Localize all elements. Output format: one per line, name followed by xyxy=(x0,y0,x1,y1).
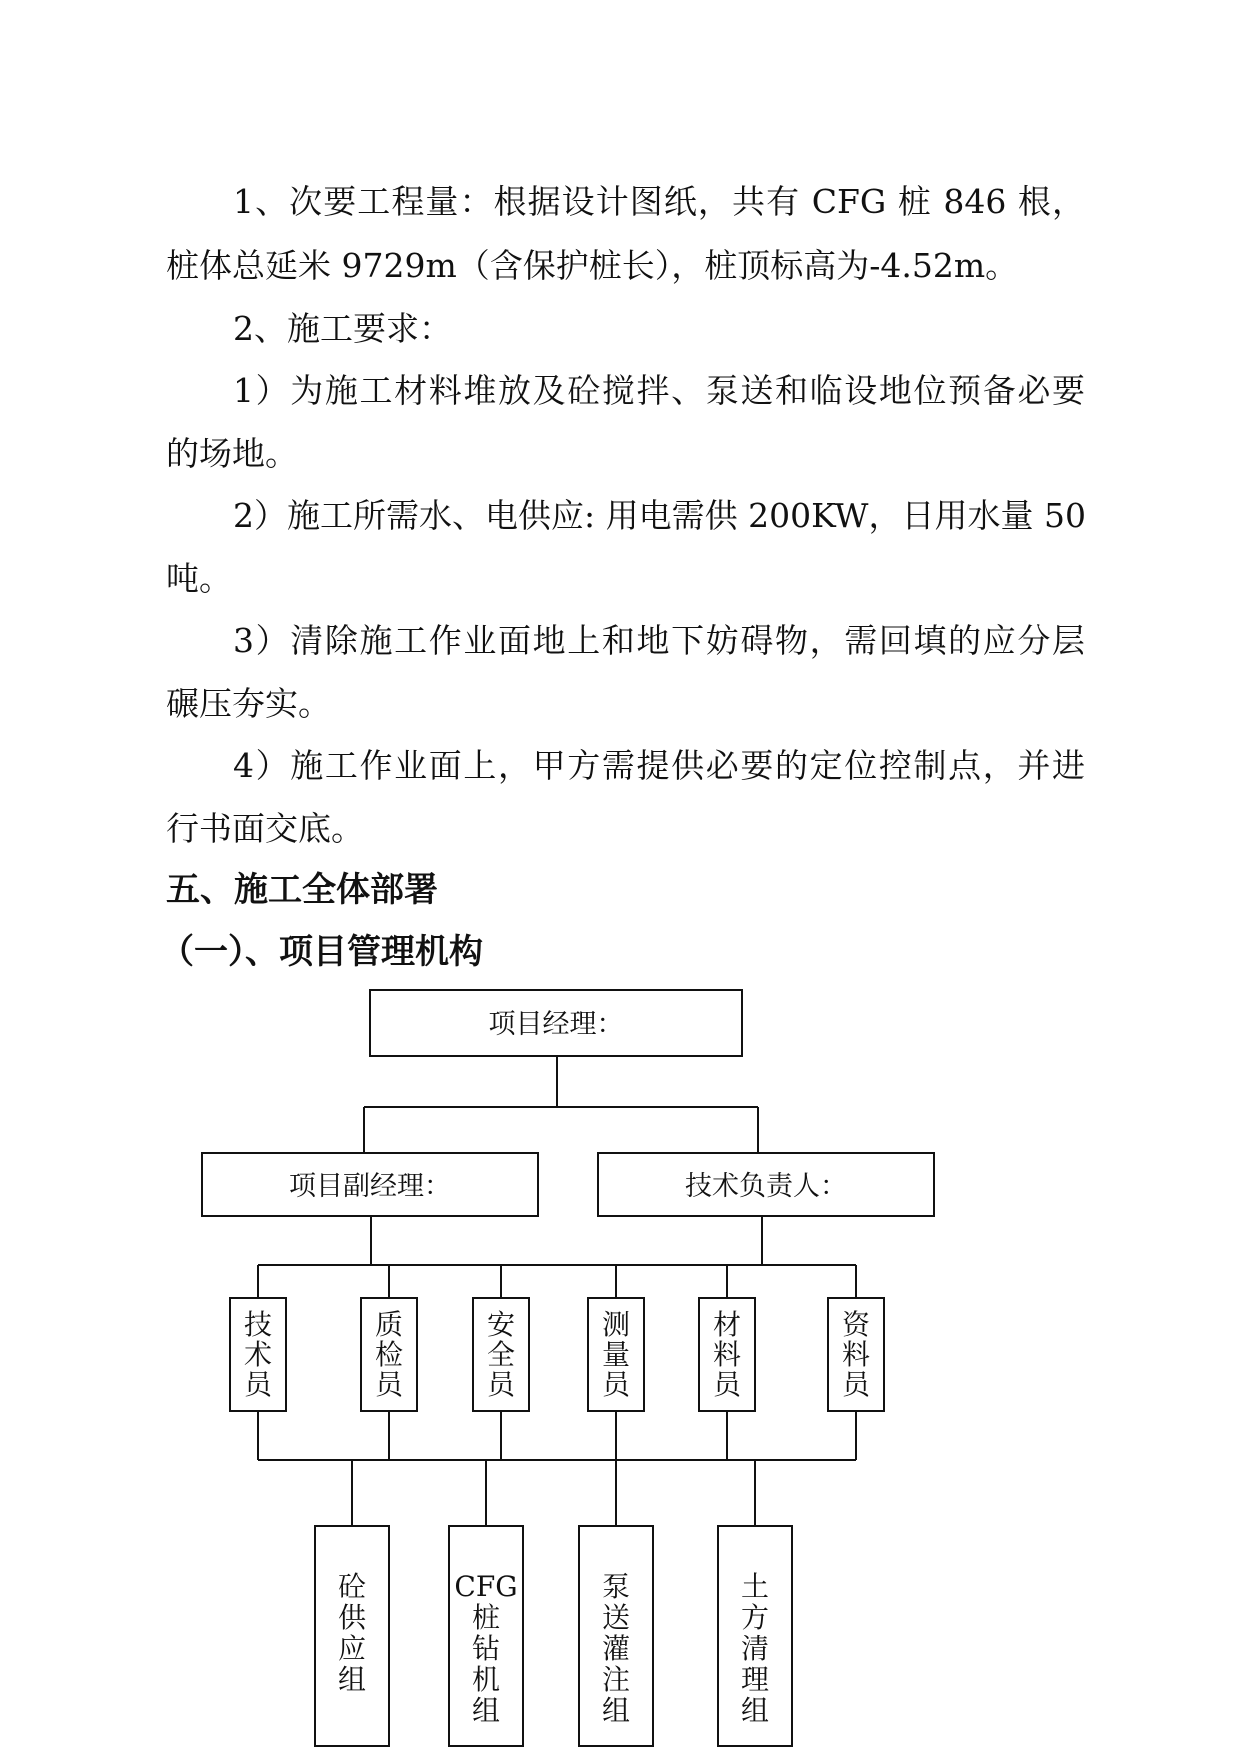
org-box-label: 质检员 xyxy=(374,1308,404,1401)
paragraph-4-line-2: 吨。 xyxy=(166,559,232,598)
org-box-label: 土方清理组 xyxy=(740,1570,770,1727)
org-box-label: 砼供应组 xyxy=(337,1570,367,1696)
paragraph-4-line-1: 2）施工所需水、电供应: 用电需供 200KW，日用水量 50 xyxy=(233,496,1086,535)
paragraph-1-line-1: 1、次要工程量：根据设计图纸，共有 CFG 桩 846 根， xyxy=(233,182,1085,221)
subsection-heading: （一）、项目管理机构 xyxy=(160,932,483,972)
paragraph-1-line-2: 桩体总延米 9729m（含保护桩长），桩顶标高为-4.52m。 xyxy=(166,246,1019,285)
org-box-label: 资料员 xyxy=(841,1308,871,1401)
org-box-label: 安全员 xyxy=(486,1308,516,1401)
org-box-team xyxy=(315,1526,389,1746)
paragraph-5-line-1: 3）清除施工作业面地上和地下妨碍物，需回填的应分层 xyxy=(233,621,1085,660)
org-box-staff xyxy=(588,1298,644,1411)
org-box-label: 测量员 xyxy=(601,1308,631,1401)
org-box-team xyxy=(449,1526,523,1746)
org-box-label: 技术负责人： xyxy=(685,1171,847,1202)
org-box-technical-lead xyxy=(598,1153,934,1216)
paragraph-6-line-2: 行书面交底。 xyxy=(166,809,364,848)
org-chart-connectors xyxy=(258,1056,856,1526)
org-box-label: 技术员 xyxy=(243,1308,273,1401)
paragraph-3-line-1: 1）为施工材料堆放及砼搅拌、泵送和临设地位预备必要 xyxy=(233,371,1085,410)
paragraph-2: 2、施工要求： xyxy=(233,309,452,348)
paragraph-5-line-2: 碾压夯实。 xyxy=(166,684,331,723)
paragraph-6-line-1: 4）施工作业面上，甲方需提供必要的定位控制点，并进 xyxy=(233,746,1085,785)
paragraph-3-line-2: 的场地。 xyxy=(166,434,298,473)
org-box-label: 材料员 xyxy=(712,1308,742,1401)
org-box-deputy-manager xyxy=(202,1153,538,1216)
org-box-staff xyxy=(828,1298,884,1411)
org-box-label: 项目经理： xyxy=(488,1009,624,1040)
org-box-label: 泵送灌注组 xyxy=(601,1570,631,1727)
org-team-row xyxy=(315,1526,792,1746)
org-box-project-manager xyxy=(370,990,742,1056)
org-box-staff xyxy=(699,1298,755,1411)
section-heading: 五、施工全体部署 xyxy=(166,870,438,910)
org-box-staff xyxy=(361,1298,417,1411)
org-box-staff xyxy=(473,1298,529,1411)
org-box-label: CFG 桩钻机组 xyxy=(454,1570,518,1727)
org-box-team xyxy=(718,1526,792,1746)
org-box-staff xyxy=(230,1298,286,1411)
org-box-label: 项目副经理： xyxy=(289,1171,451,1202)
org-staff-row xyxy=(230,1298,884,1411)
org-box-team xyxy=(579,1526,653,1746)
